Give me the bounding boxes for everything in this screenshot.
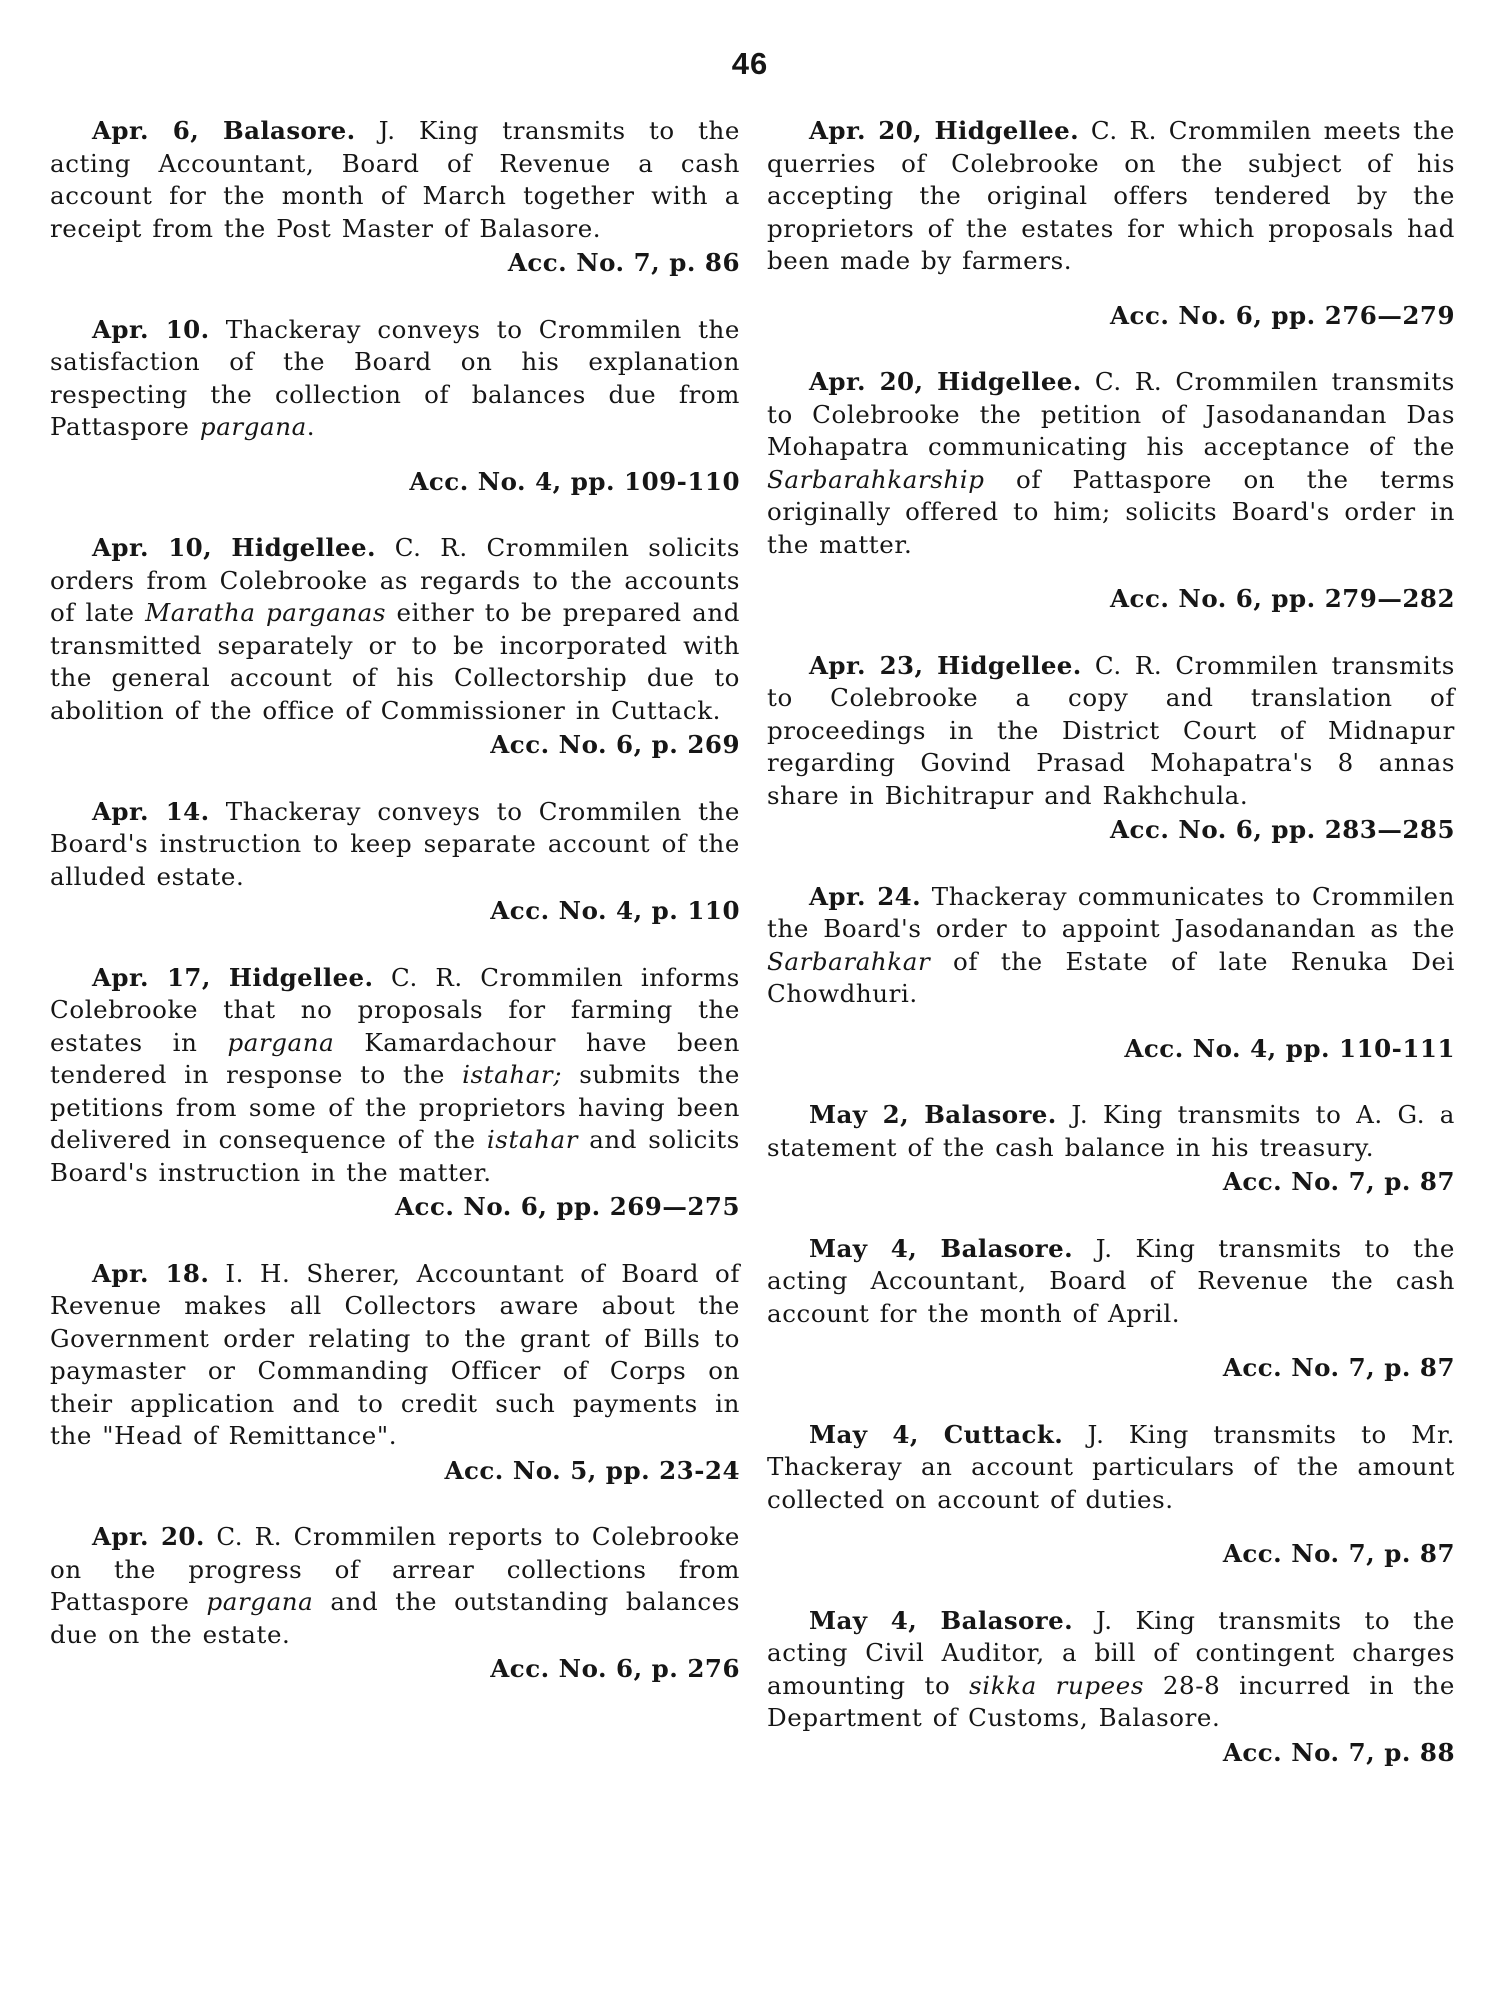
calendar-entry [50,314,740,499]
calendar-entry [50,532,740,762]
entry-body: J. King transmits to A. G. a statement of the cash balance in his treasury. [767,1100,1455,1162]
entry-body: and solicits Board's instruction in the matter. [50,1125,740,1187]
entry-reference: Acc. No. 7, p. 87 [1222,1539,1455,1568]
entry-reference: Acc. No. 6, pp. 279—282 [1110,584,1455,613]
entry-body: 28-8 incurred in the Department of Customs, Balasore. [767,1670,1455,1732]
right-column [767,115,1455,1803]
entry-date-place: Apr. 14. [92,796,210,826]
entry-term: istahar [486,1125,579,1154]
entry-body: C. R. Crommilen meets the querries of Colebrooke on the subject of his accepting the original offers tendered by the proprietors of the estates for which proposals had been made by farmers. [767,116,1455,275]
entry-date-place: Apr. 20, Hidgellee. [809,367,1082,396]
entry-date-place: May 4, Balasore. [809,1233,1073,1263]
entry-reference: Acc. No. 6, pp. 269—275 [395,1192,740,1221]
calendar-entry [767,115,1455,332]
calendar-entry [767,1099,1455,1199]
entry-reference: Acc. No. 4, pp. 110-111 [1124,1033,1455,1063]
entry-term: Sarbarahkarship [767,464,985,494]
entry-reference: Acc. No. 6, pp. 276—279 [1110,300,1455,330]
entry-body: C. R. Crommilen reports to Colebrooke on the progress of arrear collections from Pattaspore [50,1522,741,1616]
entry-body: J. King transmits to the acting Civil Auditor, a bill of contingent charges amounting to [767,1605,1455,1700]
entry-date-place: Apr. 6, Balasore. [92,116,356,145]
entry-term: pargana [227,1027,335,1057]
entry-body: J. King transmits to Mr. Thackeray an account particulars of the amount collected on account of duties. [767,1419,1455,1514]
entry-date-place: Apr. 20, Hidgellee. [809,116,1080,145]
entry-text [50,115,740,245]
entry-body: C. R. Crommilen transmits to Colebrooke the petition of Jasodanandan Das Mohapatra communicating his acceptance of the [767,367,1455,461]
entry-body: Kamardachour have been tendered in response to the [50,1027,741,1089]
entry-text [767,1233,1455,1331]
entry-body: and the outstanding balances due on the estate. [50,1587,740,1649]
entry-body: C. R. Crommilen solicits orders from Colebrooke as regards to the accounts of late [50,533,740,627]
entry-body: . [306,412,316,441]
calendar-entry [767,650,1455,847]
entry-body: C. R. Crommilen transmits to Colebrooke a copy and translation of proceedings in the District Court of Midnapur regarding Govind Prasad Mohapatra's 8 annas share in Bichitrapur and Rakhchula. [767,650,1455,810]
entry-reference: Acc. No. 7, p. 88 [1222,1737,1455,1767]
calendar-entry [767,366,1455,616]
entry-date-place: Apr. 23, Hidgellee. [809,650,1082,680]
entry-text [767,1419,1455,1517]
calendar-entry [767,1419,1455,1571]
calendar-entry [767,881,1455,1066]
entry-text [767,366,1455,561]
entry-text [50,1521,740,1651]
entry-body: of Pattaspore on the terms originally offered to him; solicits Board's order in the matter. [767,464,1455,559]
entry-text [767,1099,1455,1164]
entry-text [50,796,740,894]
entry-date-place: Apr. 17, Hidgellee. [92,962,374,992]
entry-body: J. King transmits to the acting Accountant, Board of Revenue a cash account for the month of March together with a receipt from the Post Master of Balasore. [50,116,740,243]
entry-text [767,115,1455,278]
entry-date-place: Apr. 18. [92,1258,210,1288]
calendar-entry [50,1258,740,1488]
entry-date-place: May 4, Balasore. [809,1605,1073,1635]
entry-term: Sarbarahkar [767,946,931,976]
entry-reference: Acc. No. 6, p. 276 [490,1654,740,1683]
entry-date-place: Apr. 24. [809,881,922,911]
entry-text [50,962,740,1190]
entry-body: Thackeray communicates to Crommilen the Board's order to appoint Jasodanandan as the [767,881,1455,943]
calendar-entry [767,1605,1455,1770]
entry-reference: Acc. No. 4, pp. 109-110 [409,466,740,496]
calendar-entry [50,1521,740,1686]
entry-date-place: Apr. 10, Hidgellee. [92,533,376,562]
entry-date-place: Apr. 20. [92,1522,205,1551]
entry-term: pargana [206,1587,314,1616]
entry-text [767,881,1455,1011]
entry-reference: Acc. No. 7, p. 87 [1222,1353,1455,1382]
entry-reference: Acc. No. 7, p. 87 [1222,1167,1455,1196]
entry-body: submits the petitions from some of the proprietors having been delivered in consequence of the [50,1060,741,1154]
calendar-entry [50,115,740,280]
entry-date-place: Apr. 10. [92,314,210,344]
entry-text [50,1258,740,1453]
entry-reference: Acc. No. 7, p. 86 [507,248,740,277]
entry-term: pargana [199,412,307,441]
entry-reference: Acc. No. 5, pp. 23-24 [444,1455,740,1485]
entry-date-place: May 4, Cuttack. [809,1419,1064,1449]
entry-body: either to be prepared and transmitted separately or to be incorporated with the general account of his Collectorship due to abolition of the office of Commissioner in Cuttack. [50,598,740,725]
page-number: 46 [731,46,769,81]
entry-date-place: May 2, Balasore. [809,1100,1057,1129]
entry-reference: Acc. No. 6, p. 269 [490,730,740,759]
entry-reference: Acc. No. 6, pp. 283—285 [1110,815,1455,844]
entry-body: J. King transmits to the acting Accountant, Board of Revenue the cash account for the month of April. [767,1233,1455,1328]
entry-body: I. H. Sherer, Accountant of Board of Revenue makes all Collectors aware about the Government order relating to the grant of Bills to paymaster or Commanding Officer of Corps on their application and to credit such payments in the "Head of Remittance". [50,1258,741,1450]
entry-term: Maratha parganas [145,598,387,627]
entry-body: C. R. Crommilen informs Colebrooke that no proposals for farming the estates in [50,962,740,1057]
entry-body: Thackeray conveys to Crommilen the Board's instruction to keep separate account of the alluded estate. [50,796,740,891]
entry-body: of the Estate of late Renuka Dei Chowdhuri. [767,946,1455,1008]
entry-text [50,314,740,444]
entry-text [50,532,740,727]
calendar-entry [50,962,740,1224]
left-column [50,115,740,1720]
entry-text [767,1605,1455,1735]
calendar-entry [50,796,740,928]
entry-body: Thackeray conveys to Crommilen the satisfaction of the Board on his explanation respecting the collection of balances due from Pattaspore [50,314,740,441]
entry-term: sikka rupees [969,1670,1144,1700]
entry-term: istahar; [462,1060,563,1089]
entry-reference: Acc. No. 4, p. 110 [490,896,740,925]
calendar-entry [767,1233,1455,1385]
entry-text [767,650,1455,813]
